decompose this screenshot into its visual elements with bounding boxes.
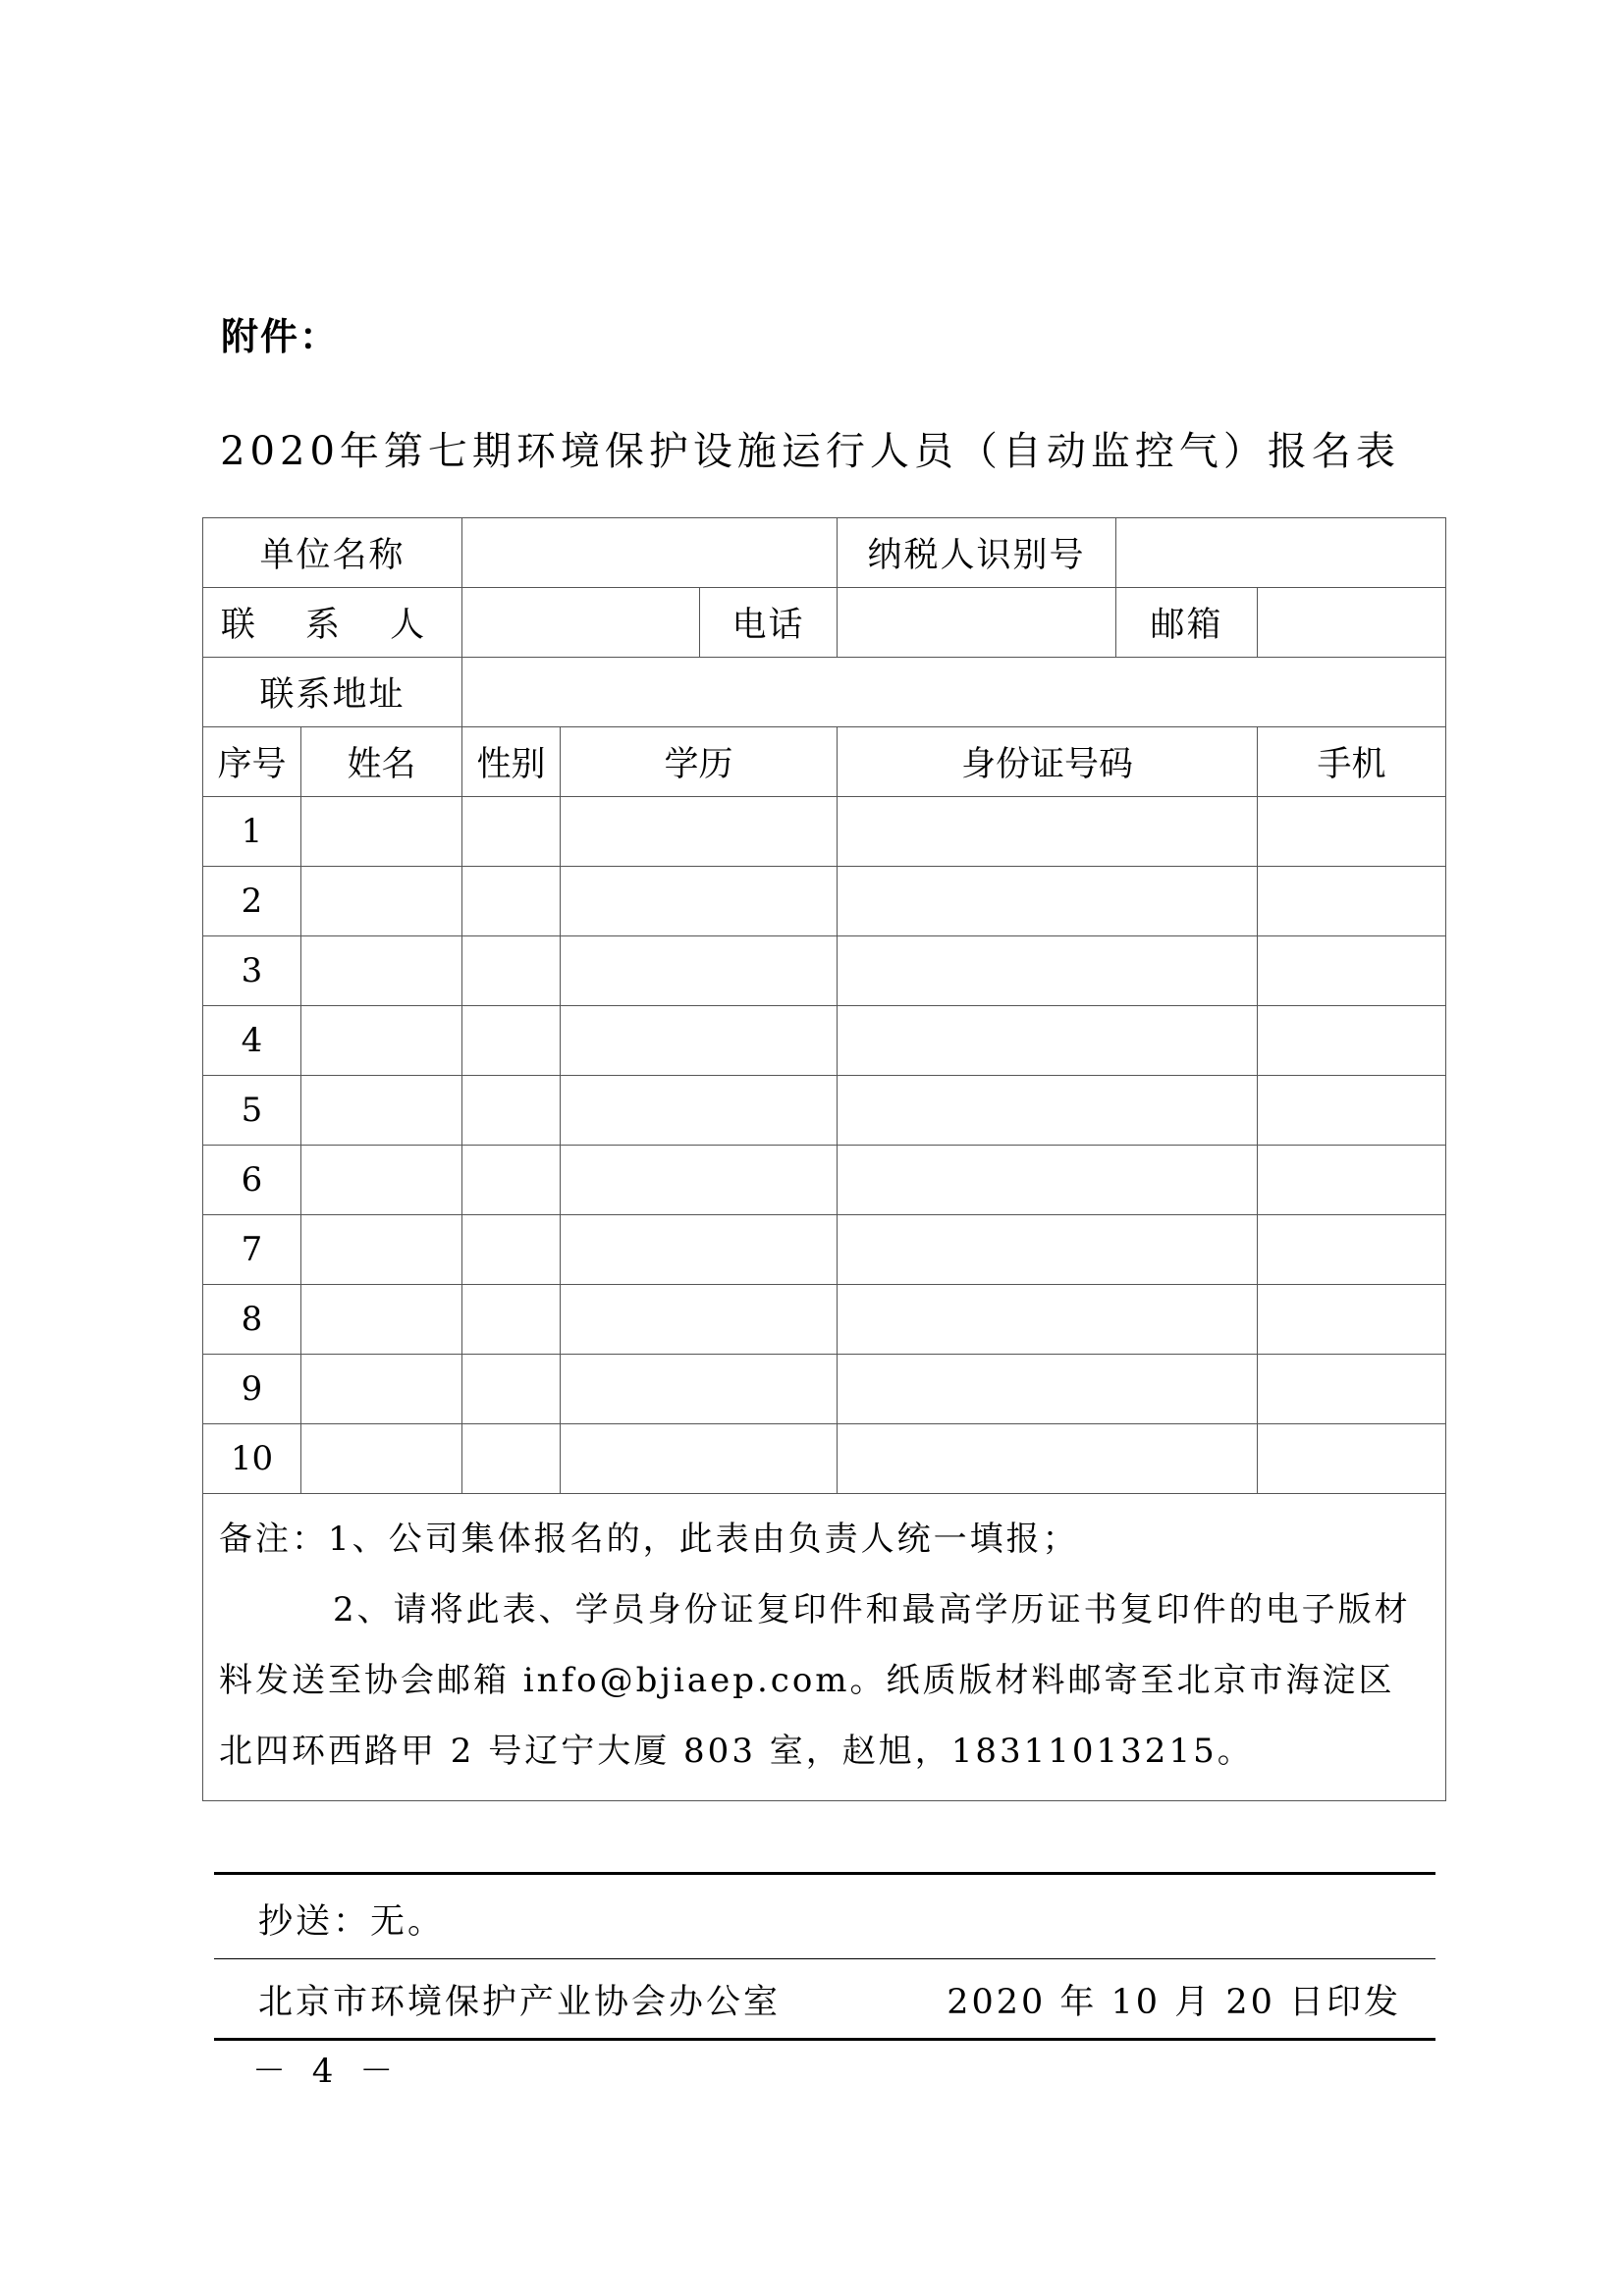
- taxpayer-id-field[interactable]: [1116, 518, 1446, 588]
- page-number: － 4 －: [252, 2052, 402, 2091]
- email-field[interactable]: [1258, 588, 1446, 658]
- gender-field[interactable]: [462, 1006, 561, 1076]
- phone-field[interactable]: [838, 588, 1116, 658]
- row-index: 10: [203, 1424, 301, 1494]
- row-index: 8: [203, 1285, 301, 1355]
- name-field[interactable]: [301, 1006, 462, 1076]
- name-field[interactable]: [301, 797, 462, 867]
- name-field[interactable]: [301, 867, 462, 936]
- id-number-field[interactable]: [838, 1146, 1258, 1215]
- table-row: [203, 797, 1446, 867]
- note-line-2: [219, 1575, 1430, 1787]
- attachment-label: 附件：: [221, 315, 340, 358]
- name-field[interactable]: [301, 1355, 462, 1424]
- gender-field[interactable]: [462, 936, 561, 1006]
- name-field[interactable]: [301, 936, 462, 1006]
- issuing-office: 北京市环境保护产业协会办公室: [258, 1983, 782, 2022]
- cc-line: 抄送：无。: [258, 1902, 446, 1942]
- mobile-field[interactable]: [1258, 1146, 1446, 1215]
- row-index: 6: [203, 1146, 301, 1215]
- education-field[interactable]: [561, 1076, 838, 1146]
- id-number-field[interactable]: [838, 936, 1258, 1006]
- name-field[interactable]: [301, 1285, 462, 1355]
- row-index: 5: [203, 1076, 301, 1146]
- name-field[interactable]: [301, 1215, 462, 1285]
- table-row: [203, 1146, 1446, 1215]
- mobile-field[interactable]: [1258, 1215, 1446, 1285]
- id-number-field[interactable]: [838, 1285, 1258, 1355]
- table-row: [203, 1285, 1446, 1355]
- id-number-field[interactable]: [838, 1215, 1258, 1285]
- row-index: 7: [203, 1215, 301, 1285]
- note-line-1: 备注：1、公司集体报名的，此表由负责人统一填报；: [219, 1520, 1079, 1559]
- column-header-row: [203, 727, 1446, 797]
- phone-label: 电话: [700, 588, 838, 658]
- education-field[interactable]: [561, 1006, 838, 1076]
- registrant-rows: [203, 797, 1446, 1494]
- table-row: [203, 1355, 1446, 1424]
- name-field[interactable]: [301, 1076, 462, 1146]
- address-label: 联系地址: [203, 658, 462, 727]
- notes-row: [203, 1494, 1446, 1801]
- table-row: [203, 1215, 1446, 1285]
- gender-field[interactable]: [462, 1285, 561, 1355]
- address-row: [203, 658, 1446, 727]
- gender-field[interactable]: [462, 867, 561, 936]
- id-number-field[interactable]: [838, 1006, 1258, 1076]
- gender-field[interactable]: [462, 1146, 561, 1215]
- gender-field[interactable]: [462, 1355, 561, 1424]
- row-index: 1: [203, 797, 301, 867]
- row-index: 2: [203, 867, 301, 936]
- company-name-label: 单位名称: [203, 518, 462, 588]
- id-number-field[interactable]: [838, 797, 1258, 867]
- name-field[interactable]: [301, 1424, 462, 1494]
- mobile-field[interactable]: [1258, 1355, 1446, 1424]
- table-row: [203, 1424, 1446, 1494]
- education-field[interactable]: [561, 936, 838, 1006]
- footer-bottom-rule: [214, 2038, 1435, 2041]
- col-header-id-number: 身份证号码: [838, 727, 1258, 797]
- mobile-field[interactable]: [1258, 936, 1446, 1006]
- mobile-field[interactable]: [1258, 1424, 1446, 1494]
- col-header-education: 学历: [561, 727, 838, 797]
- name-field[interactable]: [301, 1146, 462, 1215]
- gender-field[interactable]: [462, 1076, 561, 1146]
- education-field[interactable]: [561, 1285, 838, 1355]
- education-field[interactable]: [561, 797, 838, 867]
- company-name-field[interactable]: [462, 518, 838, 588]
- issue-date: 2020 年 10 月 20 日印发: [947, 1983, 1401, 2022]
- table-row: [203, 1076, 1446, 1146]
- company-row: [203, 518, 1446, 588]
- contact-person-field[interactable]: [462, 588, 700, 658]
- address-field[interactable]: [462, 658, 1446, 727]
- registration-form-table: [202, 517, 1446, 1801]
- id-number-field[interactable]: [838, 1355, 1258, 1424]
- col-header-name: 姓名: [301, 727, 462, 797]
- id-number-field[interactable]: [838, 1076, 1258, 1146]
- table-row: [203, 936, 1446, 1006]
- footer-top-rule: [214, 1872, 1435, 1875]
- table-row: [203, 1006, 1446, 1076]
- taxpayer-id-label: 纳税人识别号: [838, 518, 1116, 588]
- gender-field[interactable]: [462, 1424, 561, 1494]
- row-index: 9: [203, 1355, 301, 1424]
- row-index: 4: [203, 1006, 301, 1076]
- col-header-mobile: 手机: [1258, 727, 1446, 797]
- education-field[interactable]: [561, 1146, 838, 1215]
- id-number-field[interactable]: [838, 867, 1258, 936]
- gender-field[interactable]: [462, 797, 561, 867]
- note-line-2-text: 2、请将此表、学员身份证复印件和最高学历证书复印件的电子版材料发送至协会邮箱 info@bjiaep.com。纸质版材料邮寄至北京市海淀区北四环西路甲 2 号辽宁大厦 803 室，赵旭，18311013215。: [219, 1590, 1411, 1771]
- row-index: 3: [203, 936, 301, 1006]
- mobile-field[interactable]: [1258, 1076, 1446, 1146]
- education-field[interactable]: [561, 1215, 838, 1285]
- mobile-field[interactable]: [1258, 867, 1446, 936]
- contact-row: [203, 588, 1446, 658]
- col-header-index: 序号: [203, 727, 301, 797]
- contact-person-label: 联 系 人: [203, 588, 462, 658]
- mobile-field[interactable]: [1258, 1285, 1446, 1355]
- education-field[interactable]: [561, 1424, 838, 1494]
- gender-field[interactable]: [462, 1215, 561, 1285]
- col-header-gender: 性别: [462, 727, 561, 797]
- email-label: 邮箱: [1116, 588, 1258, 658]
- id-number-field[interactable]: [838, 1424, 1258, 1494]
- notes-cell: [203, 1494, 1446, 1801]
- mobile-field[interactable]: [1258, 1006, 1446, 1076]
- education-field[interactable]: [561, 867, 838, 936]
- education-field[interactable]: [561, 1355, 838, 1424]
- form-title: 2020年第七期环境保护设施运行人员（自动监控气）报名表: [220, 429, 1400, 474]
- table-row: [203, 867, 1446, 936]
- footer-middle-rule: [214, 1958, 1435, 1959]
- mobile-field[interactable]: [1258, 797, 1446, 867]
